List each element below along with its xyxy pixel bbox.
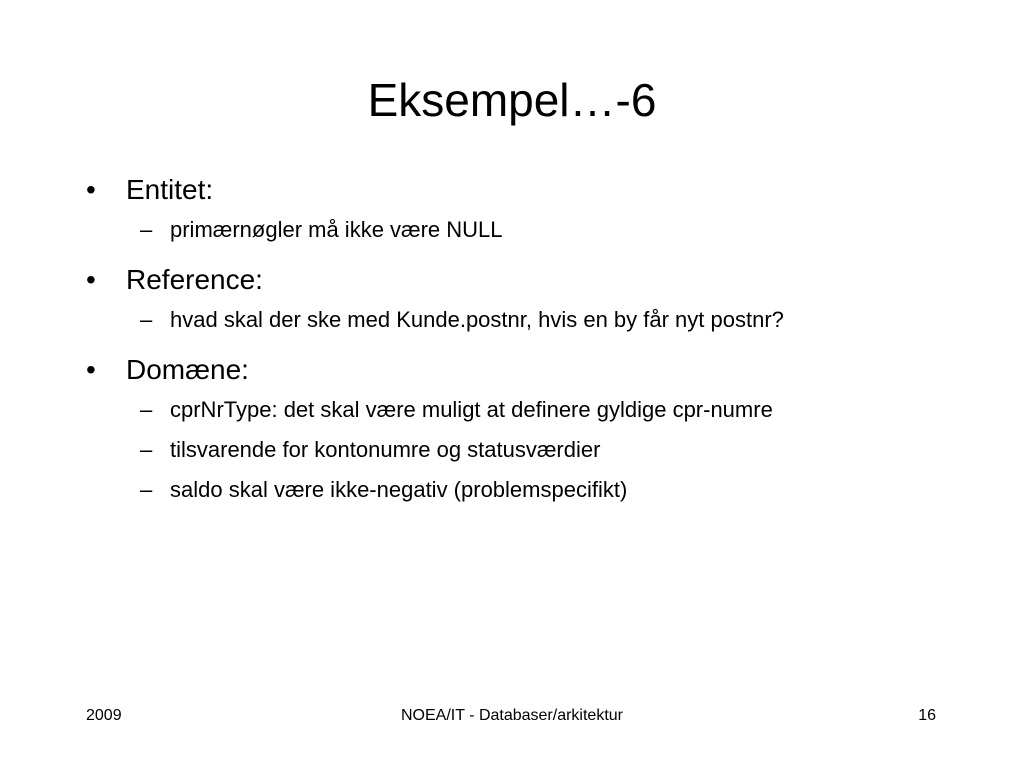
- bullet-text: Reference:: [126, 264, 263, 295]
- sub-bullet-text: tilsvarende for kontonumre og statusværdier: [170, 437, 601, 462]
- dash-marker: –: [140, 477, 153, 502]
- dash-marker: –: [140, 397, 153, 422]
- bullet-text: Domæne:: [126, 354, 249, 385]
- slide-content: [86, 170, 886, 514]
- sub-bullet: [86, 304, 790, 336]
- bullet-marker: •: [86, 174, 96, 205]
- dash-marker: –: [140, 307, 153, 332]
- sub-bullet-text: saldo skal være ikke-negativ (problemspecifikt): [170, 477, 628, 502]
- bullet-marker: •: [86, 354, 96, 385]
- sub-bullet: [86, 394, 790, 426]
- sub-bullet: [86, 474, 886, 506]
- footer-year: 2009: [86, 707, 122, 724]
- sub-bullet: [86, 214, 886, 246]
- sub-bullet-text: hvad skal der ske med Kunde.postnr, hvis en by får nyt postnr?: [170, 307, 784, 332]
- slide-title: Eksempel…-6: [367, 74, 657, 126]
- footer-page-number: 16: [918, 707, 936, 724]
- bullet-text: Entitet:: [126, 174, 214, 205]
- footer-course: NOEA/IT - Databaser/arkitektur: [401, 707, 623, 724]
- bullet-marker: •: [86, 264, 96, 295]
- bullet-entitet: [86, 170, 886, 210]
- sub-bullet: [86, 434, 886, 466]
- dash-marker: –: [140, 437, 153, 462]
- dash-marker: –: [140, 217, 153, 242]
- sub-bullet-text: primærnøgler må ikke være NULL: [170, 217, 503, 242]
- bullet-domaene: [86, 350, 886, 390]
- bullet-reference: [86, 260, 886, 300]
- sub-bullet-text: cprNrType: det skal være muligt at definere gyldige cpr-numre: [170, 397, 773, 422]
